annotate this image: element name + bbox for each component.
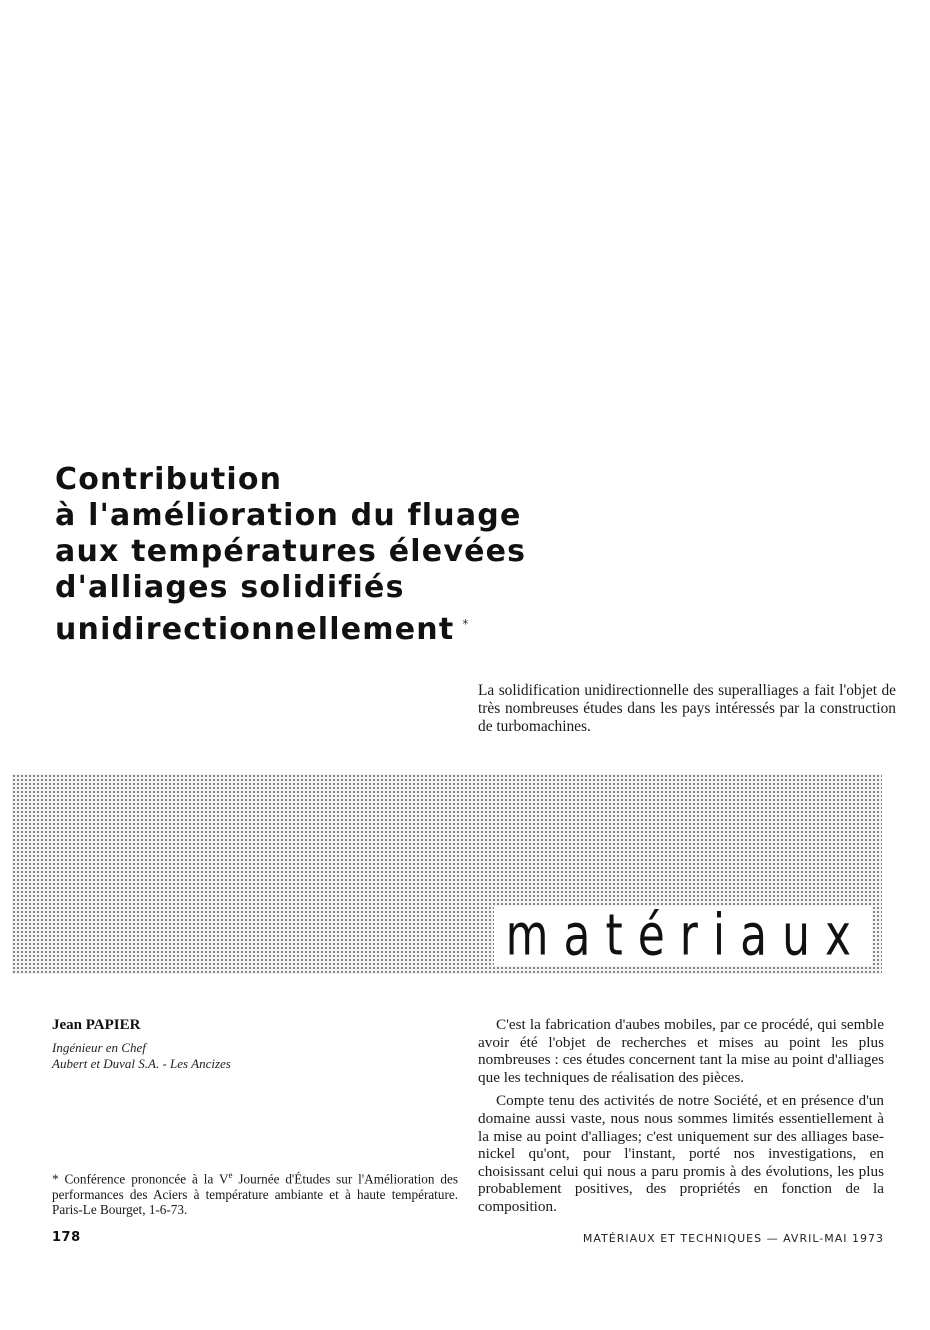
footnote-superscript: e xyxy=(228,1170,233,1180)
section-label: matériaux xyxy=(494,906,872,966)
author-affiliation: Aubert et Duval S.A. - Les Ancizes xyxy=(52,1056,231,1071)
title-line-5-text: unidirectionnellement xyxy=(55,612,455,647)
footnote-text: Journée d'Études sur l'Amélioration des performances des Aciers à température ambiante et à haute température. Paris-Le Bourget, 1-6-73. xyxy=(52,1171,458,1218)
footnote xyxy=(52,1168,458,1218)
footnote-prefix: * Conférence prononcée à la V xyxy=(52,1171,229,1187)
title-line-2: à l'amélioration du fluage xyxy=(55,498,522,533)
running-head: MATÉRIAUX ET TECHNIQUES — AVRIL-MAI 1973 xyxy=(582,1232,884,1245)
article-title xyxy=(55,462,655,648)
author-name: Jean PAPIER xyxy=(52,1017,141,1033)
author-role: Ingénieur en Chef xyxy=(52,1040,146,1055)
body-column xyxy=(478,1016,884,1222)
section-band-halftone xyxy=(12,774,882,974)
page-number: 178 xyxy=(52,1230,81,1245)
title-footnote-mark: * xyxy=(462,617,470,631)
author-block xyxy=(52,1016,412,1072)
title-line-3: aux températures élevées xyxy=(55,534,527,569)
title-line-4: d'alliages solidifiés xyxy=(55,570,405,605)
article-abstract: La solidification unidirectionnelle des superalliages a fait l'objet de très nombreuses études dans les pays intéressés par la construction de turbomachines. xyxy=(478,682,896,735)
body-paragraph-2: Compte tenu des activités de notre Société, et en présence d'un domaine aussi vaste, nous nous sommes limités essentiellement à la mise au point d'alliages; c'est uniquement sur des alliages base-nickel qu'ont, pour l'instant, porté nos investigations, en choisissant celui qui nous a paru promis à des évolutions, les plus probablement positives, des propriétés en fonction de la composition. xyxy=(478,1092,884,1215)
body-paragraph-1: C'est la fabrication d'aubes mobiles, par ce procédé, qui semble avoir été l'objet de recherches et mises au point les plus nombreuses : ces études concernent tant la mise au point d'alliages que les techniques de réalisation des pièces. xyxy=(478,1016,884,1086)
title-line-5 xyxy=(55,606,655,648)
title-line-1: Contribution xyxy=(55,462,283,497)
